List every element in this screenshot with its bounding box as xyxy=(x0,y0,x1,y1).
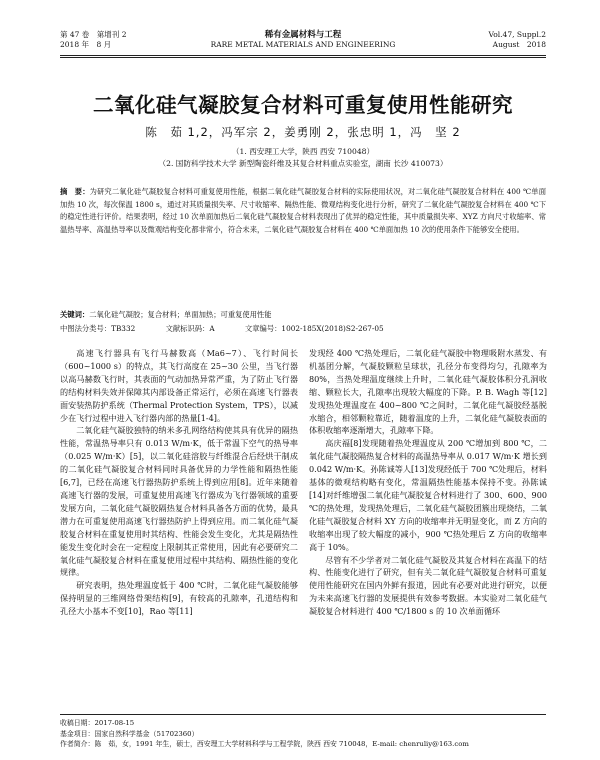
header-right xyxy=(489,30,546,50)
footnote-rule xyxy=(60,714,546,715)
clc-number: 中图法分类号：TB332 xyxy=(60,324,136,333)
footnote xyxy=(60,718,546,750)
author-bio: 作者简介：陈 茹，女，1991 年生，硕士，西安理工大学材料科学与工程学院，陕西 西安 710048，E-mail: chenruliy@163.com xyxy=(60,740,469,748)
paragraph: 研究表明，热处理温度低于 400 ℃时，二氧化硅气凝胶能够保持明显的三维网络骨架结构[9]，有较高的孔隙率，孔道结构和孔径大小基本不变[10]，Rao 等[11] xyxy=(60,580,298,617)
paragraph: 尽管有不少学者对二氧化硅气凝胶及其复合材料在高温下的结构、性能变化进行了研究，但有关二氧化硅气凝胶复合材料可重复使用性能研究在国内外鲜有报道，因此有必要对此进行研究，以便为未来高速飞行器的发展提供有效参考数据。本实验对二氧化硅气凝胶复合材料进行 400 ℃/1800 s 的 10 次单面循环 xyxy=(309,554,547,617)
abstract-text: 为研究二氧化硅气凝胶复合材料可重复使用性能，根据二氧化硅气凝胶复合材料的实际使用状况，对二氧化硅气凝胶复合材料在 400 ℃单面加热 10 次，每次保温 1800 s，通过对其质量损失率、尺寸收缩率、隔热性能、微观结构变化进行分析，研究了二氧化硅气凝胶复合材料在 400 ℃下的稳定性进行评价。结果表明，经过 10 次单面加热后二氧化硅气凝胶复合材料表现出了优异的稳定性能，其中质量损失率、XYZ 方向尺寸收缩率、常温热导率、高温热导率以及微观结构变化都非常小，符合未来，二氧化硅气凝胶复合材料在 400 ℃单面加热 10 次的使用条件下能够安全使用。 xyxy=(60,187,546,234)
paragraph: 高速飞行器具有飞行马赫数高（Ma6~7）、飞行时间长（600~1000 s）的特点，其飞行高度在 25~30 公里，当飞行器以高马赫数飞行时，其表面的气动加热异常严重，为了防止飞行器的结构材料失效并保障其内部设备正常运行，必须在高速飞行器表面安装热防护系统（Thermal Protection System，TPS），以减少在飞行过程中进入飞行器内部的热量[1-4]。 xyxy=(60,348,298,423)
journal-name-en: RARE METAL MATERIALS AND ENGINEERING xyxy=(210,40,396,49)
journal-name-cn: 稀有金属材料与工程 xyxy=(264,30,342,40)
authors: 陈 茹 1,2，冯军宗 2，姜勇刚 2，张忠明 1，冯 坚 2 xyxy=(145,125,461,139)
paragraph: 发现经 400 ℃热处理后，二氧化硅气凝胶中物理吸附水蒸发、有机基团分解，气凝胶颗粒呈球状，孔径分布变得均匀，孔隙率为 80%，当热处理温度继续上升时，二氧化硅气凝胶体积分孔洞收缩、颗粒长大，孔隙率出现较大幅度的下降。P. B. Wagh 等[12]发现热处理温度在 400~800 ℃之间时，二氧化硅气凝胶经基脱水缩合，相邻颗粒靠近，随着温度的上升，二氧化硅气凝胶表面的体积收缩率逐渐增大，孔隙率下降。 xyxy=(309,348,547,436)
classification-line xyxy=(60,324,546,334)
keywords-label: 关键词： xyxy=(60,310,90,319)
document-code: 文献标识码：A xyxy=(165,324,215,333)
abstract-label: 摘 要： xyxy=(60,187,90,196)
keywords xyxy=(60,310,546,320)
header-center xyxy=(60,30,546,50)
date-en: August 2018 xyxy=(492,40,546,49)
volume-cn: 第 47 卷 第增刊 2 xyxy=(60,30,127,39)
keywords-text: 二氧化硅气凝胶；复合材料；单面加热；可重复使用性能 xyxy=(89,310,272,319)
paragraph: 二氧化硅气凝胶独特的纳米多孔网络结构使其具有优异的隔热性能，常温热导率只有 0.013 W/m·K，低于常温下空气的热导率（0.025 W/m·K）[5]，以二氧化硅溶胶与纤维混合后经烘干制成的二氧化硅气凝胶复合材料同时具备优异的力学性能和隔热性能[6,7]，已经在高速飞行器热防护系统上得到应用[8]。近年来随着高速飞行器的发展，可重复使用高速飞行器成为飞行器领域的重要发展方向，二氧化硅气凝胶隔热复合材料具备各方面的优势，最具潜力在可重复使用高速飞行器热防护上得到应用。而二氧化硅气凝胶复合材料在重复使用时其结构、性能会发生变化，尤其是隔热性能发生变化时会在一定程度上限制其正常使用，因此有必要研究二氧化硅气凝胶复合材料在重复使用过程中其结构、隔热性能的变化规律。 xyxy=(60,425,298,578)
date-cn: 2018 年 8 月 xyxy=(60,40,112,49)
header-rule-bottom xyxy=(60,57,546,58)
paper-title: 二氧化硅气凝胶复合材料可重复使用性能研究 xyxy=(93,93,513,117)
body-column-left xyxy=(60,347,298,618)
paragraph: 高庆福[8]发现随着热处理温度从 200 ℃增加到 800 ℃，二氧化硅气凝胶隔热复合材料的高温热导率从 0.017 W/m·K 增长到 0.042 W/m·K。孙陈诚等人[13]发现经低于 700 ℃处理后，材料基体的微观结构略有变化，常温隔热性能基本保持不变。孙陈诚[14]对纤维增强二氧化硅气凝胶复合材料进行了 300、600、900 ℃的热处理，发现热处理后，二氧化硅气凝胶团簇出现烧结，二氧化硅气凝胶复合材料 XY 方向的收缩率并无明显变化，而 Z 方向的收缩率出现了较大幅度的减小，900 ℃热处理后 Z 方向的收缩率高于 10%。 xyxy=(309,438,547,552)
affiliation-2: （2. 国防科学技术大学 新型陶瓷纤维及其复合材料重点实验室，湖南 长沙 410073） xyxy=(158,159,448,168)
abstract xyxy=(60,186,546,236)
fund-project: 基金项目：国家自然科学基金（51702360） xyxy=(60,729,199,738)
received-date: 收稿日期：2017-08-15 xyxy=(60,719,135,727)
header-rule-top xyxy=(60,55,546,56)
article-number: 文章编号：1002-185X(2018)S2-267-05 xyxy=(244,324,384,333)
body-column-right xyxy=(309,347,547,618)
running-header xyxy=(60,30,546,56)
affiliation-1: （1. 西安理工大学，陕西 西安 710048） xyxy=(231,147,375,156)
volume-en: Vol.47, Suppl.2 xyxy=(488,30,546,39)
